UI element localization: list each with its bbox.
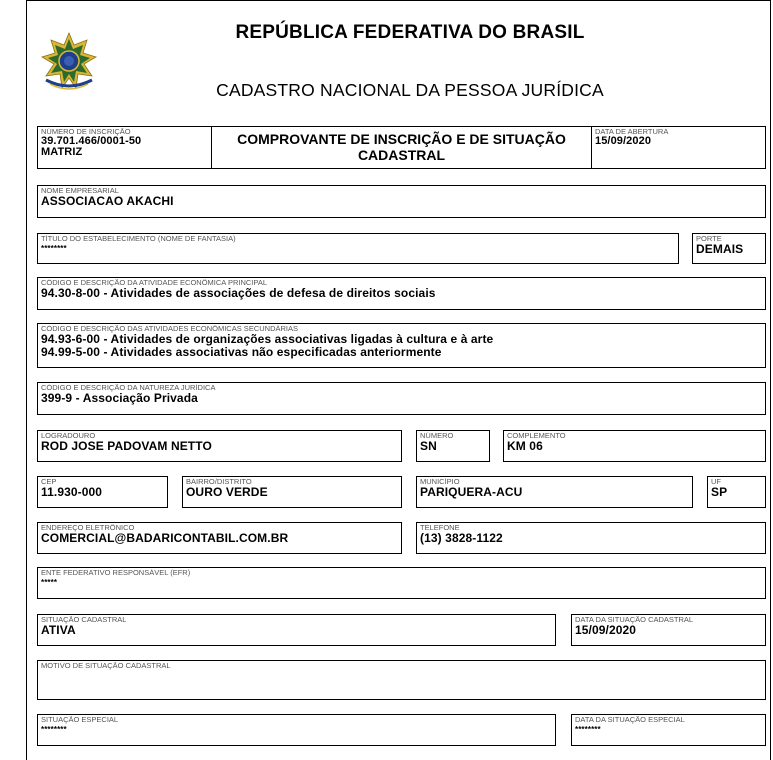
inscricao-label: NÚMERO DE INSCRIÇÃO <box>41 128 131 136</box>
nome-empresarial-box <box>37 185 766 218</box>
atividades-secundarias-label: CÓDIGO E DESCRIÇÃO DAS ATIVIDADES ECONÔMICAS SECUNDÁRIAS <box>41 325 298 333</box>
comprovante-line2: CADASTRAL <box>357 147 446 163</box>
efr-value: ***** <box>41 578 58 587</box>
uf-label: UF <box>711 478 721 486</box>
motivo-label: MOTIVO DE SITUAÇÃO CADASTRAL <box>41 662 171 670</box>
efr-label: ENTE FEDERATIVO RESPONSÁVEL (EFR) <box>41 569 191 577</box>
logradouro-value: ROD JOSE PADOVAM NETTO <box>41 439 212 453</box>
situacao-especial-label: SITUAÇÃO ESPECIAL <box>41 716 119 724</box>
complemento-label: COMPLEMENTO <box>507 432 566 440</box>
numero-box <box>416 430 490 462</box>
numero-value: SN <box>420 439 437 453</box>
brazil-coat-of-arms-icon <box>38 32 100 94</box>
cep-label: CEP <box>41 478 57 486</box>
email-value: COMERCIAL@BADARICONTABIL.COM.BR <box>41 531 289 545</box>
complemento-value: KM 06 <box>507 439 543 453</box>
comprovante-box <box>211 126 592 169</box>
nome-empresarial-label: NOME EMPRESARIAL <box>41 187 119 195</box>
abertura-value: 15/09/2020 <box>595 135 652 147</box>
data-situacao-especial-value: ******** <box>575 725 601 734</box>
situacao-especial-box <box>37 714 556 746</box>
document-frame <box>26 0 771 760</box>
municipio-label: MUNICÍPIO <box>420 478 460 486</box>
abertura-box <box>591 126 766 169</box>
atividade-secundaria-item: 94.99-5-00 - Atividades associativas não especificadas anteriormente <box>41 345 442 359</box>
page-subtitle: CADASTRO NACIONAL DA PESSOA JURÍDICA <box>216 80 604 100</box>
motivo-box <box>37 660 766 700</box>
numero-label: NÚMERO <box>420 432 454 440</box>
fantasia-value: ******** <box>41 244 67 253</box>
natureza-juridica-label: CÓDIGO E DESCRIÇÃO DA NATUREZA JURÍDICA <box>41 384 216 392</box>
inscricao-value: 39.701.466/0001-50 <box>41 135 142 147</box>
porte-box <box>692 233 766 264</box>
abertura-label: DATA DE ABERTURA <box>595 128 669 136</box>
porte-label: PORTE <box>696 235 722 243</box>
data-situacao-especial-label: DATA DA SITUAÇÃO ESPECIAL <box>575 716 685 724</box>
atividade-principal-box <box>37 277 766 310</box>
cep-value: 11.930-000 <box>41 485 103 499</box>
uf-box <box>707 476 766 508</box>
fantasia-box <box>37 233 679 264</box>
telefone-label: TELEFONE <box>420 524 460 532</box>
atividade-principal-label: CÓDIGO E DESCRIÇÃO DA ATIVIDADE ECONÔMICA PRINCIPAL <box>41 279 268 287</box>
telefone-value: (13) 3828-1122 <box>420 531 503 545</box>
municipio-box <box>416 476 693 508</box>
data-situacao-label: DATA DA SITUAÇÃO CADASTRAL <box>575 616 694 624</box>
porte-value: DEMAIS <box>696 242 744 256</box>
logradouro-label: LOGRADOURO <box>41 432 96 440</box>
atividade-secundaria-item: 94.93-6-00 - Atividades de organizações associativas ligadas à cultura e à arte <box>41 332 494 346</box>
data-situacao-box <box>571 614 766 646</box>
situacao-label: SITUAÇÃO CADASTRAL <box>41 616 127 624</box>
email-box <box>37 522 402 554</box>
atividades-secundarias-box <box>37 323 766 368</box>
bairro-box <box>182 476 402 508</box>
natureza-juridica-value: 399-9 - Associação Privada <box>41 391 198 405</box>
municipio-value: PARIQUERA-ACU <box>420 485 523 499</box>
nome-empresarial-value: ASSOCIACAO AKACHI <box>41 194 174 208</box>
cep-box <box>37 476 168 508</box>
data-situacao-especial-box <box>571 714 766 746</box>
inscricao-box <box>37 126 212 169</box>
email-label: ENDEREÇO ELETRÔNICO <box>41 524 135 532</box>
page-title: REPÚBLICA FEDERATIVA DO BRASIL <box>235 22 585 43</box>
atividade-principal-value: 94.30-8-00 - Atividades de associações de defesa de direitos sociais <box>41 286 436 300</box>
inscricao-tipo: MATRIZ <box>41 146 83 158</box>
bairro-value: OURO VERDE <box>186 485 268 499</box>
data-situacao-value: 15/09/2020 <box>575 623 637 637</box>
situacao-box <box>37 614 556 646</box>
fantasia-label: TÍTULO DO ESTABELECIMENTO (NOME DE FANTASIA) <box>41 235 236 243</box>
bairro-label: BAIRRO/DISTRITO <box>186 478 252 486</box>
uf-value: SP <box>711 485 728 499</box>
situacao-especial-value: ******** <box>41 725 67 734</box>
situacao-value: ATIVA <box>41 623 76 637</box>
efr-box <box>37 567 766 599</box>
comprovante-line1: COMPROVANTE DE INSCRIÇÃO E DE SITUAÇÃO <box>237 131 566 147</box>
logradouro-box <box>37 430 402 462</box>
telefone-box <box>416 522 766 554</box>
natureza-juridica-box <box>37 382 766 415</box>
complemento-box <box>503 430 766 462</box>
